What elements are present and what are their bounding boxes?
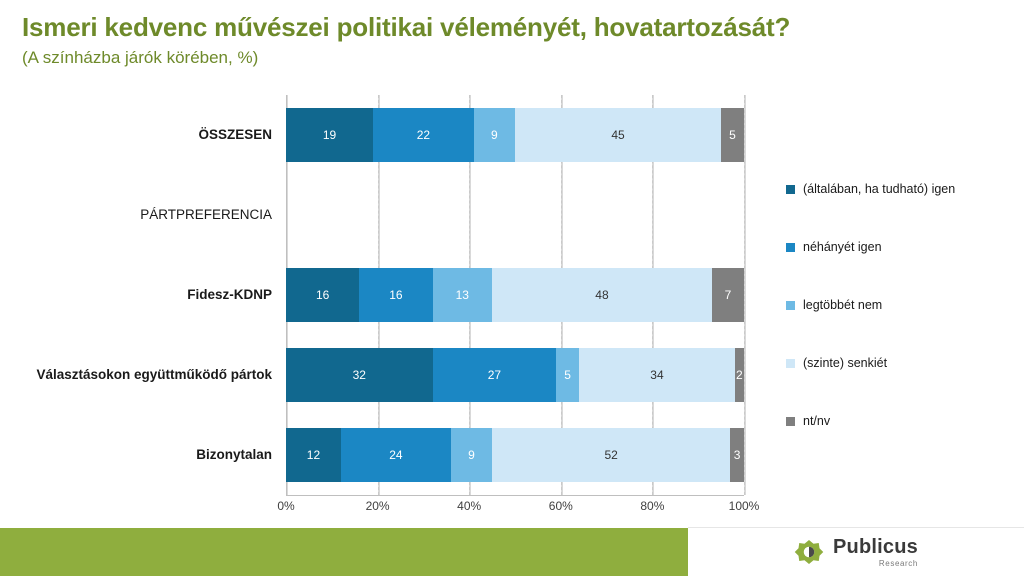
x-axis-tick-label: 100% — [728, 499, 760, 513]
legend-label: (általában, ha tudható) igen — [803, 182, 956, 196]
chart-plot-area — [36, 95, 760, 513]
x-axis-tick-label: 60% — [548, 499, 573, 513]
legend-swatch — [786, 417, 795, 426]
legend-item — [786, 160, 1016, 218]
category-label: Választásokon együttműködő pártok — [36, 367, 272, 382]
chart-row — [140, 188, 744, 242]
bar-segment: 16 — [286, 268, 359, 322]
x-axis-line — [286, 495, 744, 496]
bar-segment: 5 — [556, 348, 579, 402]
x-axis-tick-label: 40% — [457, 499, 482, 513]
legend-swatch — [786, 243, 795, 252]
bar-segment: 7 — [712, 268, 744, 322]
x-axis-tick-label: 0% — [277, 499, 295, 513]
category-label: Fidesz-KDNP — [187, 287, 272, 302]
bar-segment: 52 — [492, 428, 730, 482]
bar-segment: 27 — [433, 348, 557, 402]
bar-segment: 45 — [515, 108, 721, 162]
category-label: PÁRTPREFERENCIA — [140, 207, 272, 222]
bar-segment: 9 — [451, 428, 492, 482]
legend-label: nt/nv — [803, 414, 831, 428]
bar-segment: 5 — [721, 108, 744, 162]
chart-row — [196, 428, 744, 482]
legend-label: legtöbbét nem — [803, 298, 883, 312]
x-axis-tick-label: 20% — [365, 499, 390, 513]
legend-label: néhányét igen — [803, 240, 882, 254]
bar-segment: 2 — [735, 348, 744, 402]
category-label: Bizonytalan — [196, 447, 272, 462]
logo-name: Publicus — [833, 535, 918, 558]
chart-row — [187, 268, 744, 322]
legend-item — [786, 334, 1016, 392]
legend-swatch — [786, 301, 795, 310]
chart-legend — [786, 160, 1016, 450]
bar-segment: 3 — [730, 428, 744, 482]
chart-row — [36, 348, 744, 402]
legend-item — [786, 276, 1016, 334]
bar-segment: 16 — [359, 268, 432, 322]
chart-row — [198, 108, 744, 162]
footer-band — [0, 528, 688, 576]
bar-segment: 12 — [286, 428, 341, 482]
bar-segment: 32 — [286, 348, 433, 402]
bar-segment: 9 — [474, 108, 515, 162]
x-axis-tick-label: 80% — [640, 499, 665, 513]
gridline — [744, 95, 746, 495]
brand-logo — [688, 527, 1024, 576]
legend-item — [786, 392, 1016, 450]
legend-swatch — [786, 185, 795, 194]
category-label: ÖSSZESEN — [198, 127, 272, 142]
bar-segment: 24 — [341, 428, 451, 482]
legend-item — [786, 218, 1016, 276]
page-title: Ismeri kedvenc művészei politikai véleményét, hovatartozását? — [22, 12, 791, 42]
bar-segment: 22 — [373, 108, 474, 162]
publicus-gear-icon — [794, 537, 824, 567]
bar-segment: 19 — [286, 108, 373, 162]
legend-label: (szinte) senkiét — [803, 356, 888, 370]
bar-segment: 13 — [433, 268, 493, 322]
logo-subtitle: Research — [878, 558, 918, 568]
bar-segment: 34 — [579, 348, 735, 402]
legend-swatch — [786, 359, 795, 368]
page-subtitle: (A színházba járók körében, %) — [22, 48, 259, 67]
bar-segment: 48 — [492, 268, 712, 322]
